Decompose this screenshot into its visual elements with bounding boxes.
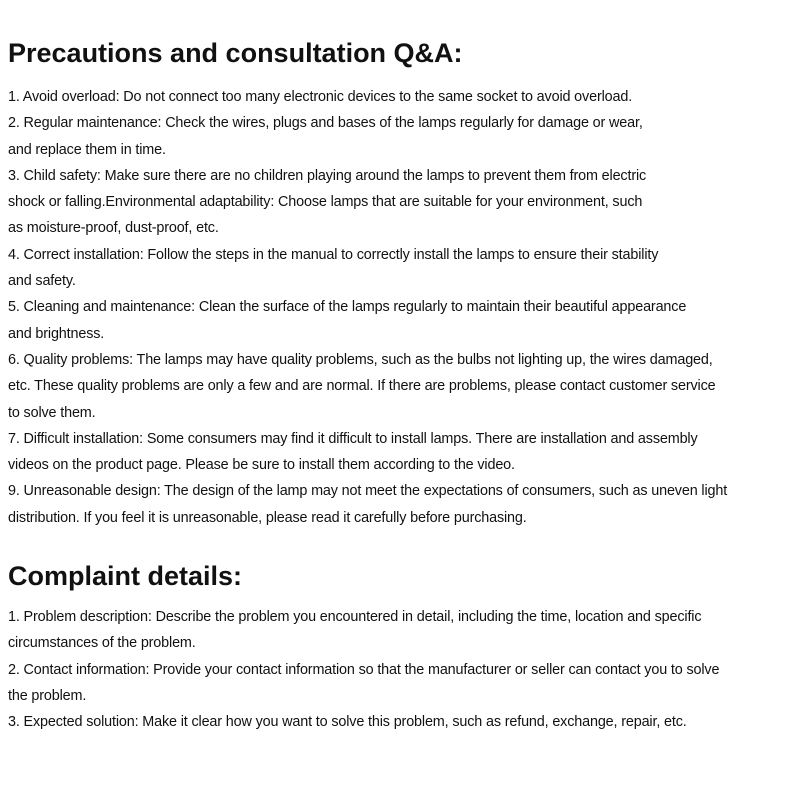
precautions-line: and replace them in time. <box>8 141 166 158</box>
precautions-line: shock or falling.Environmental adaptability: Choose lamps that are suitable for your environment, such <box>8 194 643 211</box>
precautions-heading: Precautions and consultation Q&A: <box>8 38 463 68</box>
complaint-line: 3. Expected solution: Make it clear how you want to solve this problem, such as refund, exchange, repair, etc. <box>8 714 687 731</box>
complaint-line: 1. Problem description: Describe the problem you encountered in detail, including the time, location and specific <box>8 609 702 625</box>
precautions-line: and brightness. <box>8 325 105 342</box>
complaint-line: 2. Contact information: Provide your contact information so that the manufacturer or seller can contact you to solve <box>8 661 720 678</box>
precautions-line: distribution. If you feel it is unreasonable, please read it carefully before purchasing. <box>8 509 527 526</box>
complaint-line: circumstances of the problem. <box>8 635 196 652</box>
precautions-line: videos on the product page. Please be sure to install them according to the video. <box>8 457 515 474</box>
precautions-line: 1. Avoid overload: Do not connect too many electronic devices to the same socket to avoid overload. <box>8 89 633 105</box>
precautions-line: 3. Child safety: Make sure there are no children playing around the lamps to prevent them from electric <box>8 167 647 184</box>
precautions-line: 9. Unreasonable design: The design of the lamp may not meet the expectations of consumers, such as uneven light <box>8 483 728 500</box>
complaint-list <box>8 604 719 735</box>
precautions-line: and safety. <box>8 273 76 290</box>
precautions-line: to solve them. <box>8 404 96 421</box>
precautions-line: 4. Correct installation: Follow the steps in the manual to correctly install the lamps to ensure their stability <box>8 246 659 263</box>
precautions-line: 2. Regular maintenance: Check the wires, plugs and bases of the lamps regularly for damage or wear, <box>8 115 643 132</box>
precautions-line: as moisture-proof, dust-proof, etc. <box>8 220 219 237</box>
complaint-line: the problem. <box>8 687 87 704</box>
complaint-heading: Complaint details: <box>8 561 243 591</box>
precautions-list <box>8 84 727 531</box>
precautions-line: 6. Quality problems: The lamps may have quality problems, such as the bulbs not lighting up, the wires damaged, <box>8 351 713 368</box>
precautions-line: 7. Difficult installation: Some consumers may find it difficult to install lamps. There are installation and assembly <box>8 430 698 447</box>
precautions-line: 5. Cleaning and maintenance: Clean the surface of the lamps regularly to maintain their beautiful appearance <box>8 299 687 316</box>
precautions-line: etc. These quality problems are only a few and are normal. If there are problems, please contact customer service <box>8 378 716 395</box>
